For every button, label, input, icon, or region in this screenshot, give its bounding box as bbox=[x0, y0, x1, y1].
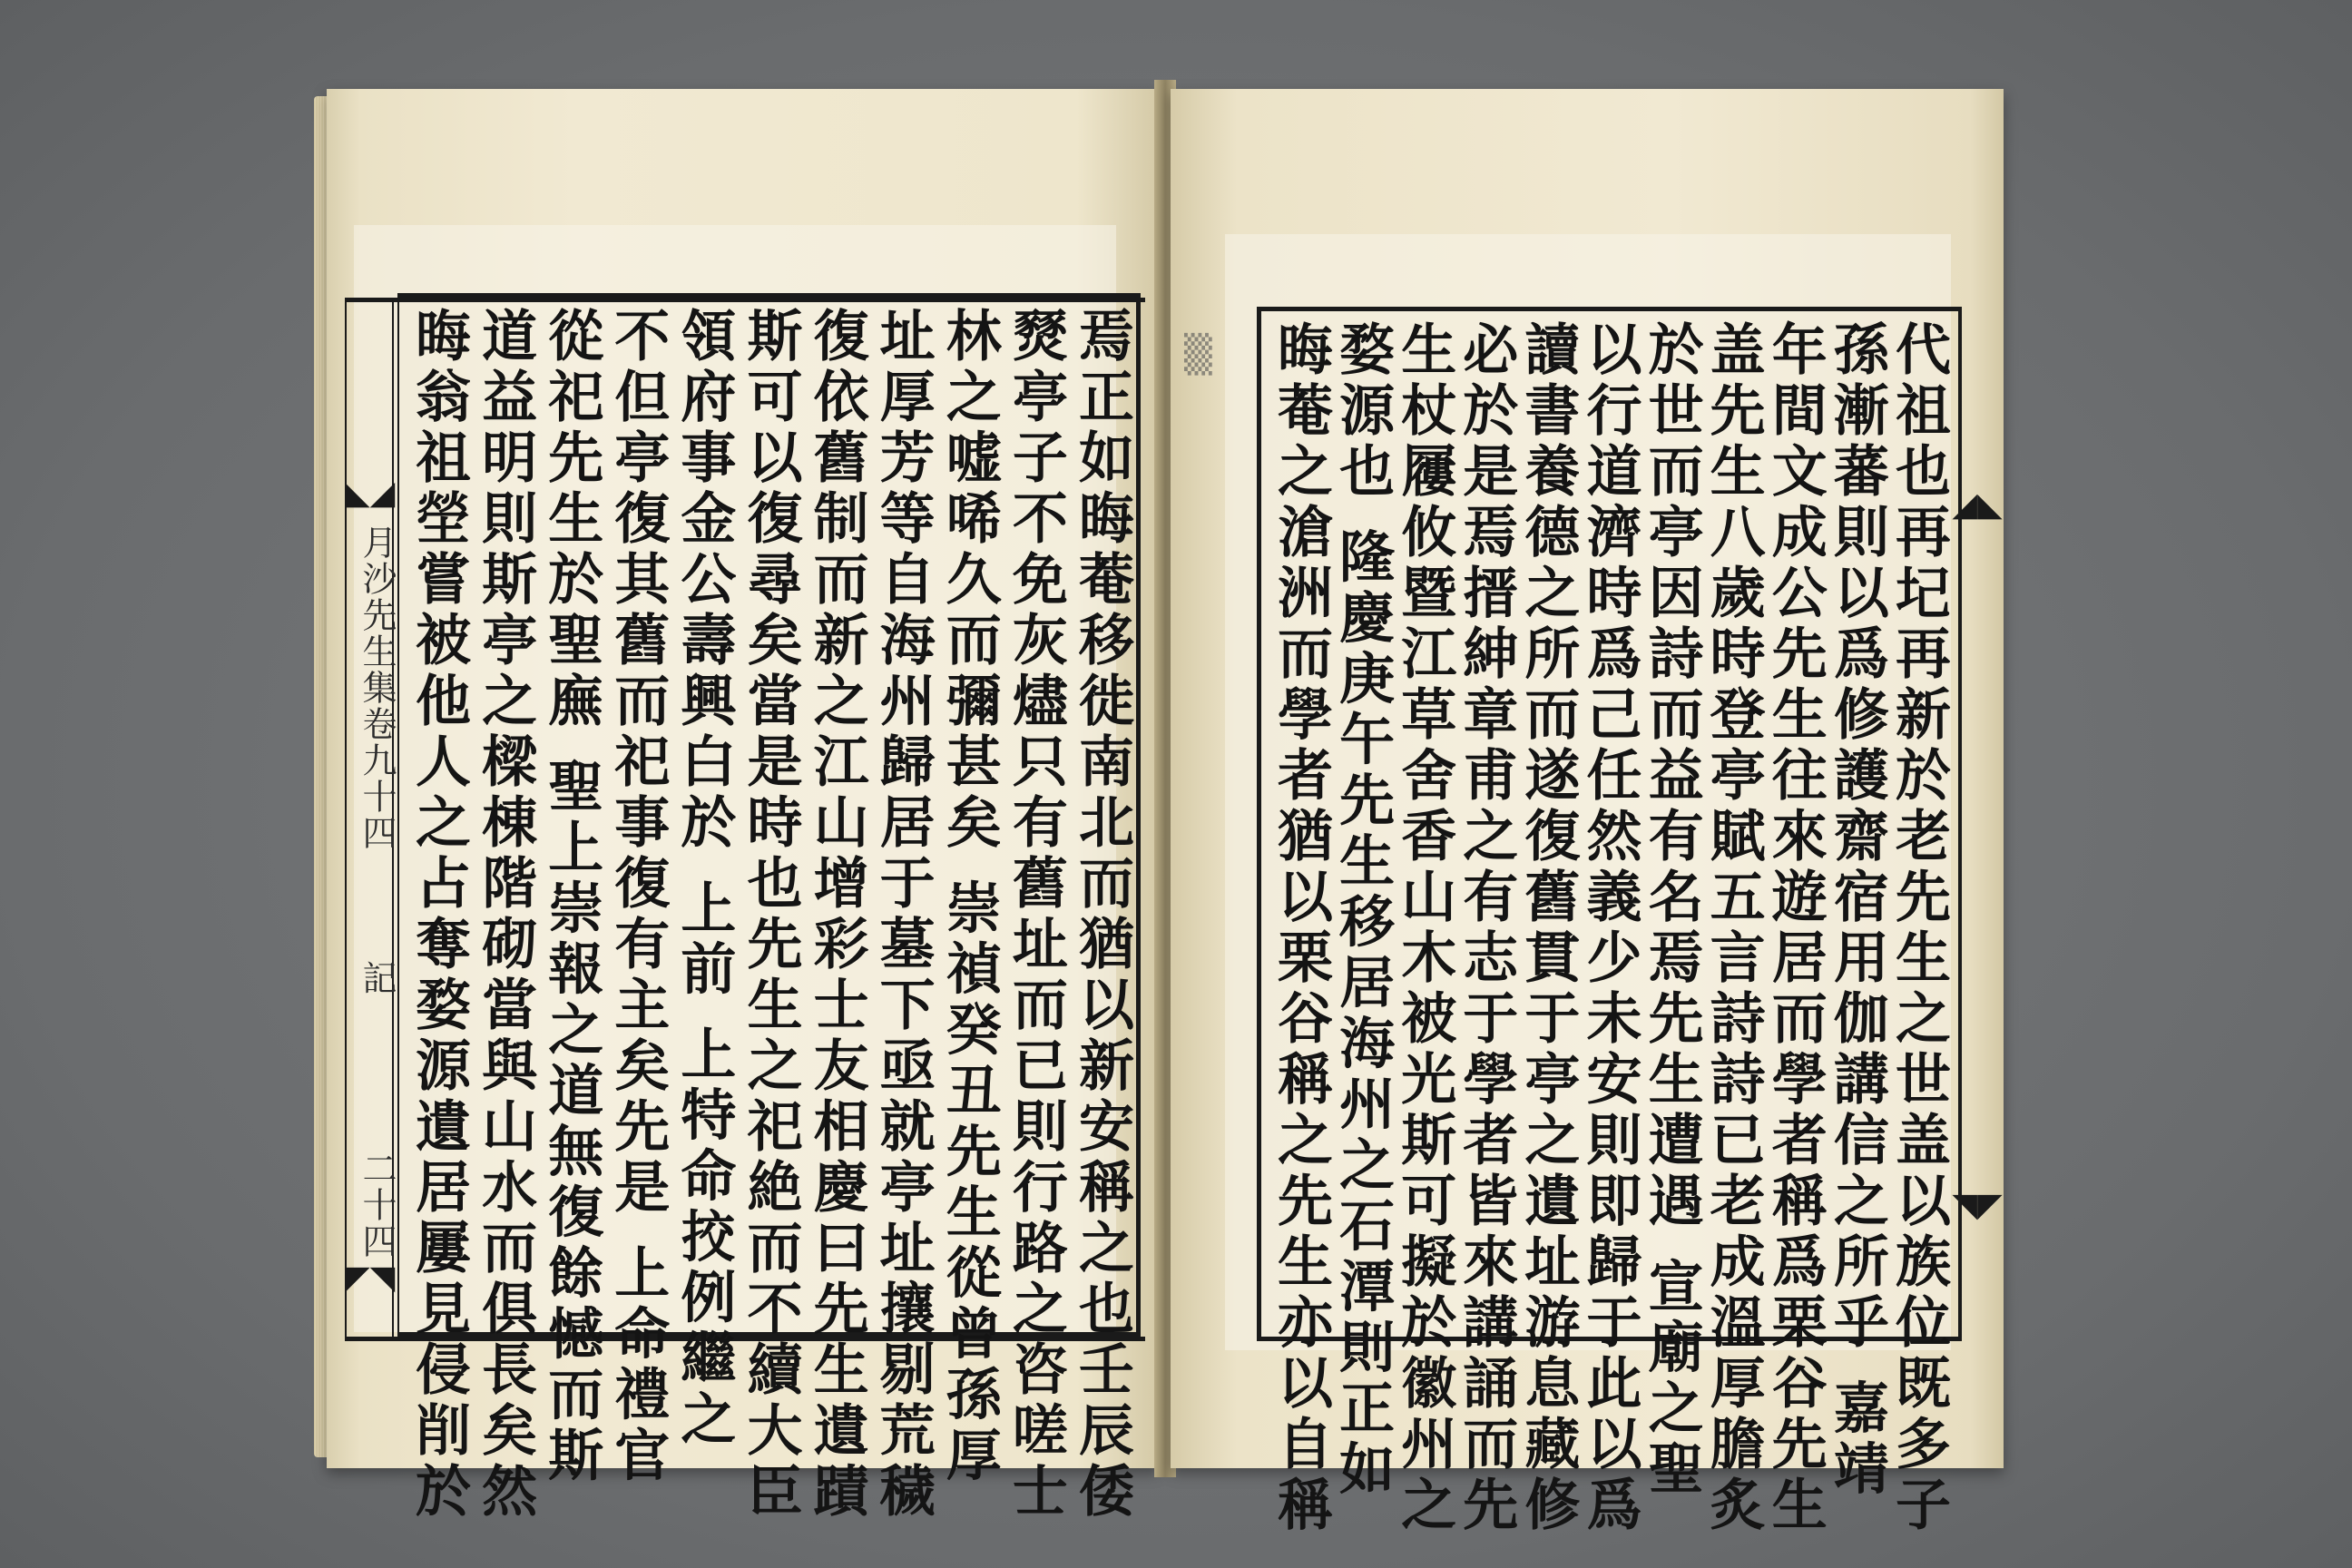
right-text-columns bbox=[1269, 320, 1951, 1536]
text-column: 焉正如晦菴移徙南北而猶以新安稱之也壬辰倭 bbox=[1069, 307, 1134, 1523]
right-lower-fishtail-mark: ◥◤ bbox=[1952, 1187, 2003, 1224]
text-column: 婺源也 隆慶庚午先生移居海州之石潭則正如 bbox=[1330, 320, 1396, 1501]
text-column: 領府事金公壽興白於 上前 上特命挍例繼之 bbox=[671, 307, 737, 1451]
text-column: 於世而亭因詩而益有名焉先生遭遇 宣廟之聖 bbox=[1639, 320, 1704, 1501]
text-column: 燹亭子不免灰燼只有舊址而已則行路之咨嗟士 bbox=[1003, 307, 1068, 1523]
left-page bbox=[327, 89, 1160, 1523]
section-label: 記 bbox=[357, 960, 397, 996]
folio-number: 二十四 bbox=[357, 1151, 397, 1259]
text-column: 生杖屨攸暨江草舍香山木被光斯可擬於徽州之 bbox=[1392, 320, 1457, 1536]
text-column: 斯可以復尋矣當是時也先生之祀絶而不續大臣 bbox=[738, 307, 803, 1523]
text-column: 復依舊制而新之江山增彩士友相慶曰先生遺蹟 bbox=[804, 307, 869, 1523]
text-column: 從祀先生於聖廡 聖上崇報之道無復餘憾而斯 bbox=[539, 307, 604, 1487]
text-column: 晦菴之滄洲而學者猶以栗谷稱之先生亦以自稱 bbox=[1269, 320, 1333, 1536]
text-column: 孫漸蕃則以爲修護齋宿用伽講信之所乎 嘉靖 bbox=[1824, 320, 1889, 1501]
text-column: 不但亭復其舊而祀事復有主矣先是 上命禮官 bbox=[605, 307, 671, 1487]
collection-title: 月沙先生集卷九十四 bbox=[357, 524, 397, 851]
text-column: 盖先生八歲時登亭賦五言詩詩已老成溫厚膽炙 bbox=[1700, 320, 1766, 1536]
lower-fishtail-mark: ◤◥ bbox=[345, 1259, 396, 1297]
open-book bbox=[327, 80, 2004, 1536]
text-column: 以行道濟時爲己任然義少未安則即歸于此以爲 bbox=[1577, 320, 1642, 1536]
right-outer-rule bbox=[1958, 307, 1960, 1341]
right-upper-fishtail-mark: ◢◣ bbox=[1952, 486, 2003, 524]
upper-fishtail-mark: ◣◢ bbox=[345, 475, 396, 512]
page-centre-margin bbox=[345, 298, 397, 1341]
text-column: 代祖也再圮再新於老先生之世盖以族位既多子 bbox=[1886, 320, 1951, 1536]
text-column: 林之嘘唏久而彌甚矣 崇禎癸丑先生從曾孫厚 bbox=[936, 307, 1002, 1487]
right-page bbox=[1171, 89, 2004, 1536]
text-column: 晦翁祖塋嘗被他人之占奪婺源遺居屢見侵削於 bbox=[407, 307, 471, 1523]
left-text-columns bbox=[407, 307, 1134, 1523]
text-column: 道益明則斯亭之樑棟階砌當與山水而俱長矣然 bbox=[473, 307, 538, 1523]
text-column: 必於是焉搢紳章甫之有志于學者皆來講誦而先 bbox=[1454, 320, 1519, 1536]
text-column: 年間文成公先生往來遊居而學者稱爲栗谷先生 bbox=[1762, 320, 1828, 1536]
text-column: 讀書養德之所而遂復舊貫于亭之遺址游息藏修 bbox=[1515, 320, 1581, 1536]
faint-seal-mark: ▒ bbox=[1184, 334, 1212, 376]
text-column: 址厚芳等自海州歸居于墓下亟就亭址攘剔荒穢 bbox=[870, 307, 936, 1523]
